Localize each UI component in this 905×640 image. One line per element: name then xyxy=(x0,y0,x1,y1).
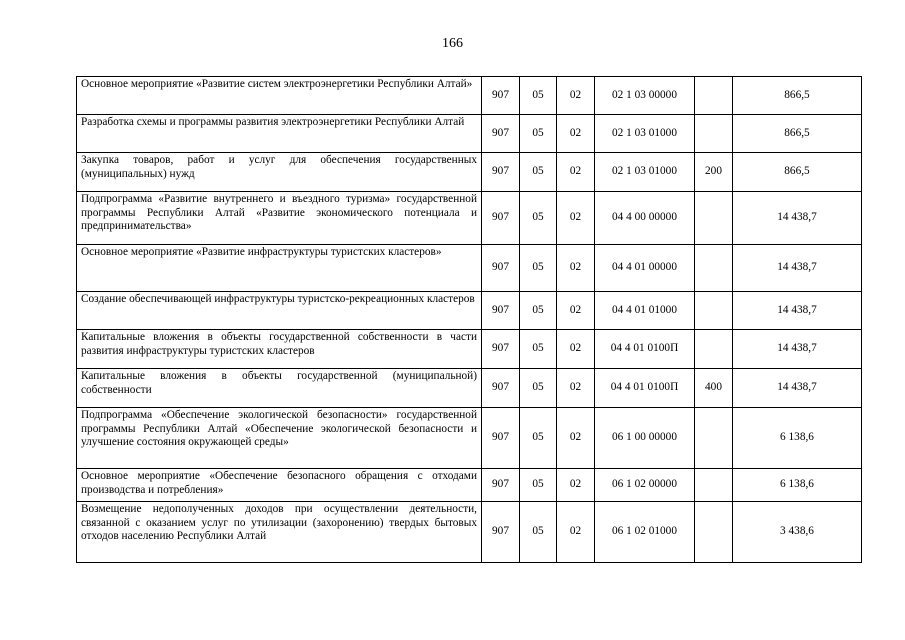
table-row xyxy=(77,153,862,192)
section-code-cell: 05 xyxy=(520,408,557,469)
amount-cell: 866,5 xyxy=(733,153,862,192)
expense-type-cell xyxy=(695,408,733,469)
subsection-code-cell: 02 xyxy=(557,330,595,369)
target-article-cell: 04 4 01 0100П xyxy=(595,369,695,408)
subsection-code-cell: 02 xyxy=(557,292,595,330)
expense-type-cell xyxy=(695,77,733,115)
table-row xyxy=(77,245,862,292)
table-row xyxy=(77,469,862,502)
expense-name-cell: Основное мероприятие «Развитие систем электроэнергетики Республики Алтай» xyxy=(77,77,482,115)
subsection-code-cell: 02 xyxy=(557,153,595,192)
section-code-cell: 05 xyxy=(520,77,557,115)
table-row xyxy=(77,192,862,245)
target-article-cell: 02 1 03 00000 xyxy=(595,77,695,115)
page-number: 166 xyxy=(442,36,463,51)
subsection-code-cell: 02 xyxy=(557,502,595,563)
expense-name-cell: Подпрограмма «Обеспечение экологической безопасности» государственной программы Республики Алтай «Обеспечение экологической безопасности и улучшение состояния окружающей среды» xyxy=(77,408,482,469)
grbs-code-cell: 907 xyxy=(482,330,520,369)
grbs-code-cell: 907 xyxy=(482,245,520,292)
expense-type-cell xyxy=(695,245,733,292)
grbs-code-cell: 907 xyxy=(482,115,520,153)
expense-name-cell: Подпрограмма «Развитие внутреннего и въездного туризма» государственной программы Республики Алтай «Развитие экономического потенциала и предпринимательства» xyxy=(77,192,482,245)
section-code-cell: 05 xyxy=(520,292,557,330)
subsection-code-cell: 02 xyxy=(557,469,595,502)
table-row xyxy=(77,330,862,369)
amount-cell: 866,5 xyxy=(733,77,862,115)
table-row xyxy=(77,369,862,408)
subsection-code-cell: 02 xyxy=(557,77,595,115)
amount-cell: 14 438,7 xyxy=(733,369,862,408)
grbs-code-cell: 907 xyxy=(482,408,520,469)
grbs-code-cell: 907 xyxy=(482,469,520,502)
table-row xyxy=(77,77,862,115)
expense-type-cell xyxy=(695,115,733,153)
expense-name-cell: Капитальные вложения в объекты государственной собственности в части развития инфраструктуры туристских кластеров xyxy=(77,330,482,369)
amount-cell: 6 138,6 xyxy=(733,469,862,502)
expense-type-cell: 200 xyxy=(695,153,733,192)
expense-type-cell xyxy=(695,330,733,369)
subsection-code-cell: 02 xyxy=(557,115,595,153)
grbs-code-cell: 907 xyxy=(482,153,520,192)
target-article-cell: 04 4 01 0100П xyxy=(595,330,695,369)
expense-type-cell xyxy=(695,192,733,245)
expense-name-cell: Закупка товаров, работ и услуг для обеспечения государственных (муниципальных) нужд xyxy=(77,153,482,192)
section-code-cell: 05 xyxy=(520,369,557,408)
target-article-cell: 04 4 01 00000 xyxy=(595,245,695,292)
expense-name-cell: Основное мероприятие «Развитие инфраструктуры туристских кластеров» xyxy=(77,245,482,292)
target-article-cell: 06 1 00 00000 xyxy=(595,408,695,469)
section-code-cell: 05 xyxy=(520,469,557,502)
target-article-cell: 06 1 02 01000 xyxy=(595,502,695,563)
table-row xyxy=(77,115,862,153)
grbs-code-cell: 907 xyxy=(482,77,520,115)
subsection-code-cell: 02 xyxy=(557,369,595,408)
expense-name-cell: Возмещение недополученных доходов при осуществлении деятельности, связанной с оказанием услуг по утилизации (захоронению) твердых бытовых отходов населению Республики Алтай xyxy=(77,502,482,563)
grbs-code-cell: 907 xyxy=(482,369,520,408)
expense-name-cell: Создание обеспечивающей инфраструктуры туристско-рекреационных кластеров xyxy=(77,292,482,330)
expense-type-cell xyxy=(695,469,733,502)
amount-cell: 6 138,6 xyxy=(733,408,862,469)
grbs-code-cell: 907 xyxy=(482,502,520,563)
section-code-cell: 05 xyxy=(520,115,557,153)
target-article-cell: 02 1 03 01000 xyxy=(595,115,695,153)
grbs-code-cell: 907 xyxy=(482,292,520,330)
subsection-code-cell: 02 xyxy=(557,192,595,245)
expense-type-cell: 400 xyxy=(695,369,733,408)
expense-type-cell xyxy=(695,292,733,330)
expense-name-cell: Основное мероприятие «Обеспечение безопасного обращения с отходами производства и потребления» xyxy=(77,469,482,502)
target-article-cell: 04 4 01 01000 xyxy=(595,292,695,330)
grbs-code-cell: 907 xyxy=(482,192,520,245)
table-row xyxy=(77,292,862,330)
table-row xyxy=(77,502,862,563)
amount-cell: 14 438,7 xyxy=(733,245,862,292)
table-row xyxy=(77,408,862,469)
expense-name-cell: Капитальные вложения в объекты государственной (муниципальной) собственности xyxy=(77,369,482,408)
amount-cell: 866,5 xyxy=(733,115,862,153)
section-code-cell: 05 xyxy=(520,245,557,292)
amount-cell: 3 438,6 xyxy=(733,502,862,563)
section-code-cell: 05 xyxy=(520,192,557,245)
target-article-cell: 02 1 03 01000 xyxy=(595,153,695,192)
amount-cell: 14 438,7 xyxy=(733,330,862,369)
section-code-cell: 05 xyxy=(520,502,557,563)
target-article-cell: 06 1 02 00000 xyxy=(595,469,695,502)
section-code-cell: 05 xyxy=(520,153,557,192)
budget-table-body xyxy=(77,77,862,563)
expense-type-cell xyxy=(695,502,733,563)
amount-cell: 14 438,7 xyxy=(733,292,862,330)
amount-cell: 14 438,7 xyxy=(733,192,862,245)
target-article-cell: 04 4 00 00000 xyxy=(595,192,695,245)
subsection-code-cell: 02 xyxy=(557,408,595,469)
section-code-cell: 05 xyxy=(520,330,557,369)
subsection-code-cell: 02 xyxy=(557,245,595,292)
budget-table xyxy=(76,76,862,563)
expense-name-cell: Разработка схемы и программы развития электроэнергетики Республики Алтай xyxy=(77,115,482,153)
